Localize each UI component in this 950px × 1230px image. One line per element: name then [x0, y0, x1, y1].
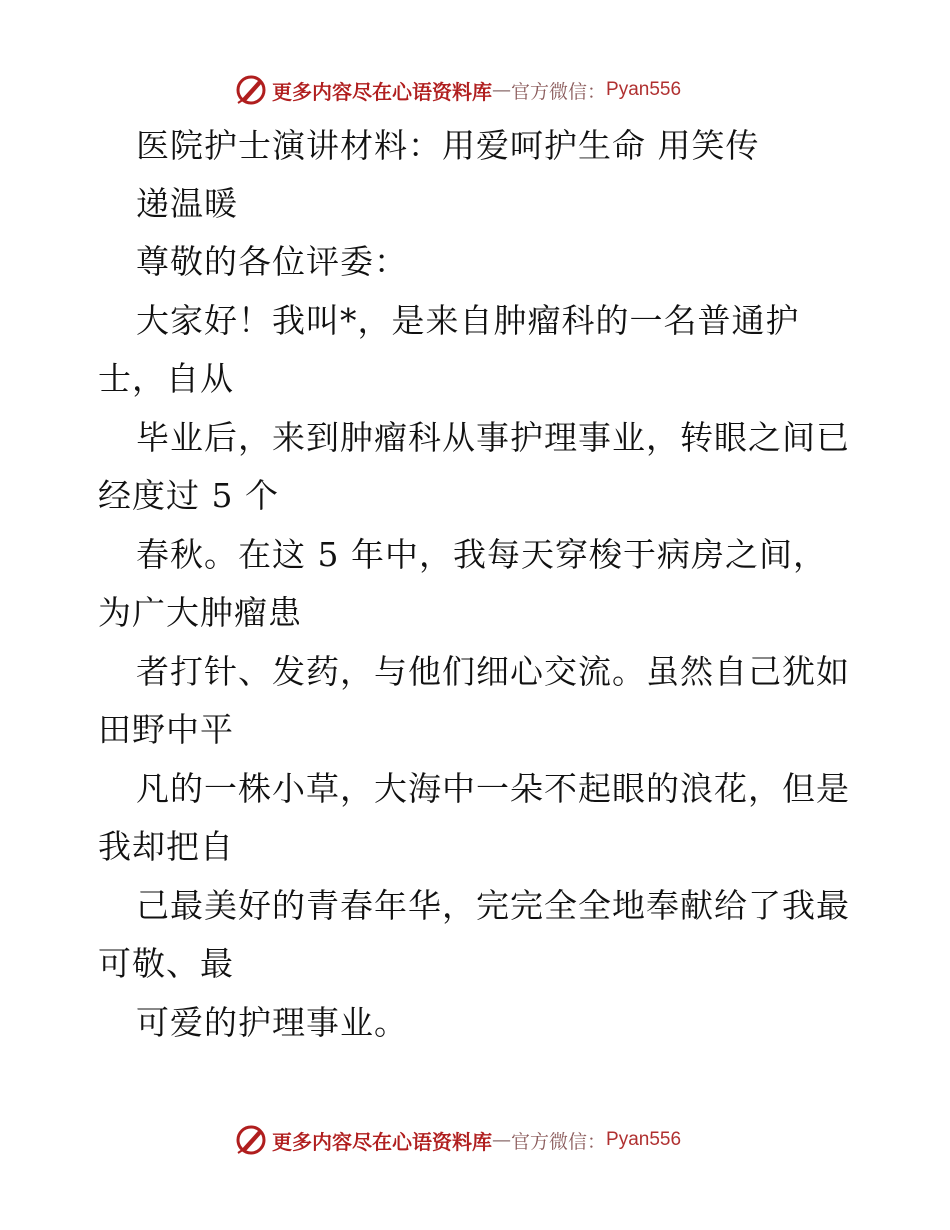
- quill-pen-logo-icon: [234, 1123, 268, 1157]
- doc-paragraph-line: 可敬、最: [98, 944, 234, 983]
- doc-paragraph-line: 者打针、发药，与他们细心交流。虽然自己犹如: [136, 652, 850, 691]
- doc-paragraph-line: 毕业后，来到肿瘤科从事护理事业，转眼之间已: [136, 418, 850, 457]
- banner-separator: ：: [587, 1130, 607, 1153]
- doc-paragraph-line: 己最美好的青春年华，完完全全地奉献给了我最: [136, 886, 850, 925]
- banner-dash: —: [492, 79, 511, 101]
- doc-paragraph-line: 士，自从: [98, 359, 234, 398]
- banner-wechat-id: Pyan556: [606, 79, 682, 100]
- banner-separator: ：: [587, 80, 607, 103]
- doc-paragraph-line: 大家好！我叫*，是来自肿瘤科的一名普通护: [136, 301, 800, 340]
- doc-paragraph-line: 春秋。在这 5 年中，我每天穿梭于病房之间，: [136, 535, 827, 574]
- doc-paragraph-line: 为广大肿瘤患: [98, 593, 302, 632]
- doc-paragraph-line: 凡的一株小草，大海中一朵不起眼的浪花，但是: [136, 769, 850, 808]
- doc-title-line-2: 递温暖: [136, 184, 238, 223]
- banner-brand-text: 更多内容尽在心语资料库: [272, 1129, 492, 1154]
- doc-title-line-1: 医院护士演讲材料：用爱呵护生命 用笑传: [136, 126, 760, 165]
- doc-paragraph-line: 田野中平: [98, 710, 234, 749]
- header-banner: [234, 72, 681, 108]
- doc-paragraph-line: 可爱的护理事业。: [136, 1003, 408, 1042]
- banner-wechat-label: 官方微信: [511, 1130, 588, 1153]
- banner-wechat-id: Pyan556: [606, 1129, 682, 1150]
- quill-pen-logo-icon: [234, 73, 268, 107]
- doc-paragraph-line: 经度过 5 个: [98, 476, 279, 515]
- doc-paragraph-line: 我却把自: [98, 827, 234, 866]
- banner-brand-text: 更多内容尽在心语资料库: [272, 79, 492, 104]
- doc-salutation: 尊敬的各位评委：: [136, 242, 408, 281]
- banner-wechat-label: 官方微信: [511, 80, 588, 103]
- banner-dash: —: [492, 1129, 511, 1151]
- footer-banner: [234, 1122, 681, 1158]
